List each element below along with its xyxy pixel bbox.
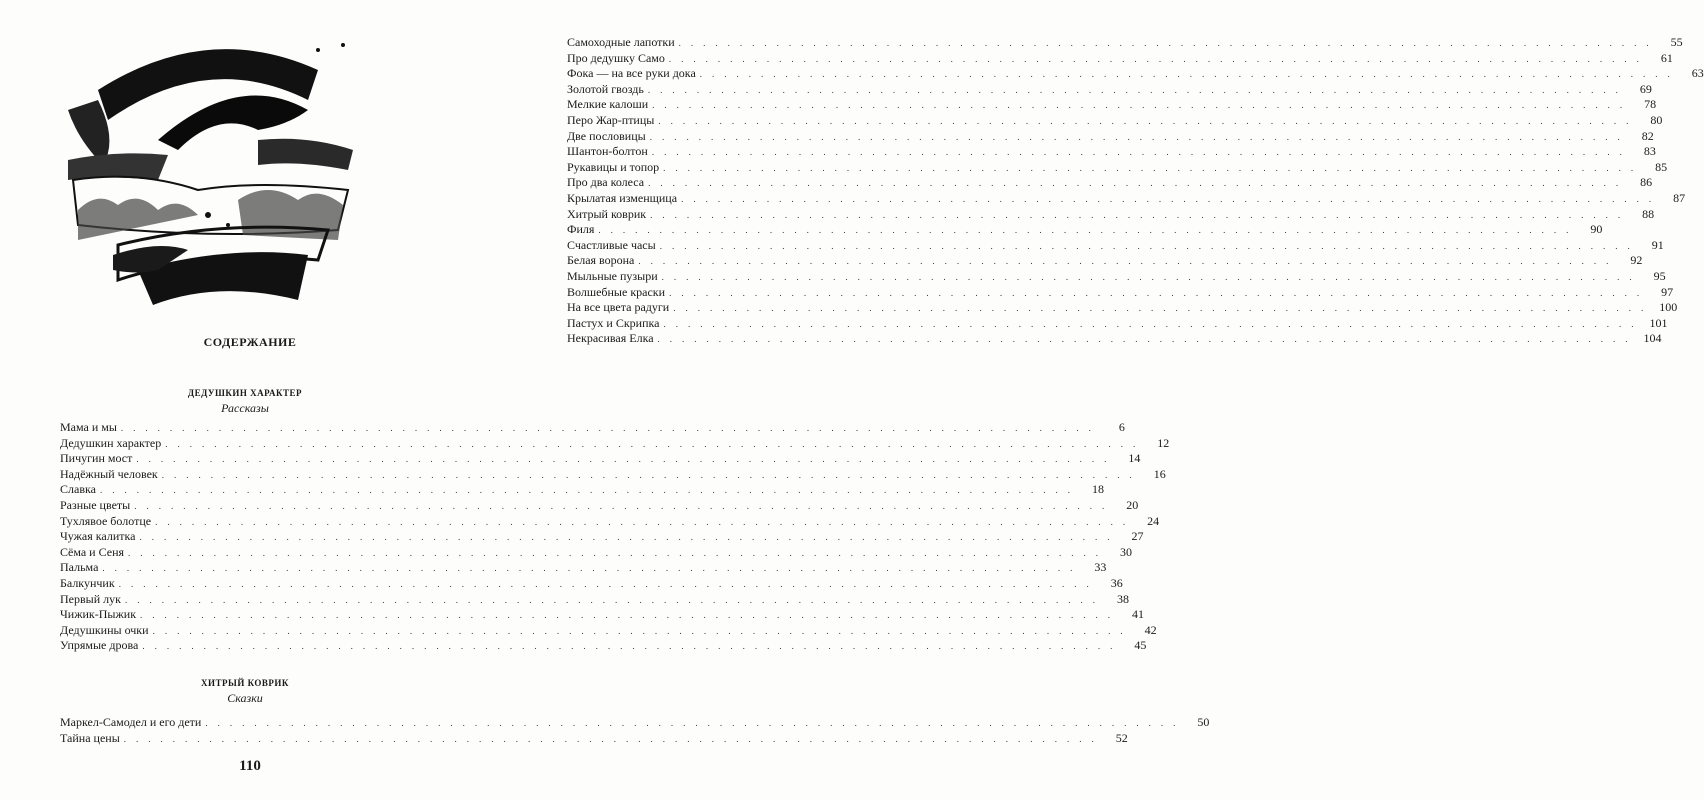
entry-title: Две пословицы bbox=[567, 128, 646, 143]
entry-title: Разные цветы bbox=[60, 497, 131, 512]
entry-title: Мама и мы bbox=[60, 420, 117, 434]
entry-page: 86 bbox=[1640, 175, 1653, 190]
toc-entry bbox=[60, 715, 1210, 731]
dot-leader: ................................................................................ bbox=[648, 178, 1629, 189]
dot-leader: ................................................................................ bbox=[120, 423, 1101, 433]
entry-page: 83 bbox=[1643, 144, 1656, 159]
entry-title: Чижик-Пыжик bbox=[60, 607, 137, 622]
entry-title: Про дедушку Само bbox=[567, 50, 665, 65]
dot-leader: ................................................................................ bbox=[659, 240, 1640, 251]
entry-title: Тайна цены bbox=[60, 730, 120, 745]
entry-title: Чужая калитка bbox=[60, 529, 136, 544]
toc-entry bbox=[60, 575, 1123, 592]
entry-page: 80 bbox=[1650, 112, 1663, 127]
entry-title: Золотой гвоздь bbox=[567, 81, 644, 96]
toc-title: СОДЕРЖАНИЕ bbox=[203, 335, 297, 349]
dot-leader: ................................................................................ bbox=[673, 303, 1654, 314]
toc-entry bbox=[60, 513, 1160, 530]
toc-entry bbox=[567, 175, 1653, 191]
dot-leader: ................................................................................ bbox=[657, 334, 1638, 345]
toc-entry bbox=[60, 497, 1139, 514]
toc-entry bbox=[567, 300, 1678, 316]
dot-leader: ................................................................................ bbox=[650, 209, 1631, 220]
entry-page: 42 bbox=[1144, 622, 1157, 637]
entry-title: Про два колеса bbox=[567, 175, 645, 190]
entry-page: 45 bbox=[1134, 638, 1147, 653]
entry-title: Некрасивая Елка bbox=[567, 331, 654, 346]
toc-entry bbox=[567, 112, 1663, 129]
entry-title: Пастух и Скрипка bbox=[567, 315, 660, 330]
entry-page: 104 bbox=[1643, 331, 1662, 346]
entry-page: 36 bbox=[1110, 575, 1123, 590]
dot-leader: ................................................................................ bbox=[651, 147, 1632, 158]
toc-entry bbox=[567, 97, 1657, 113]
dot-leader: ................................................................................ bbox=[658, 115, 1639, 126]
toc-list bbox=[60, 420, 1170, 654]
entry-title: Надёжный человек bbox=[60, 466, 158, 481]
entry-title: Первый лук bbox=[60, 591, 121, 606]
dot-leader: ................................................................................ bbox=[668, 53, 1649, 64]
dot-leader: ................................................................................ bbox=[681, 193, 1662, 204]
toc-entry bbox=[60, 622, 1157, 639]
entry-page: 16 bbox=[1153, 466, 1166, 481]
dot-leader: ................................................................................ bbox=[142, 641, 1123, 652]
entry-page: 101 bbox=[1649, 315, 1668, 330]
entry-title: Фока — на все руки дока bbox=[567, 66, 696, 81]
toc-entry bbox=[567, 190, 1686, 207]
toc-entry bbox=[60, 435, 1170, 452]
entry-title: Волшебные краски bbox=[567, 284, 666, 299]
toc-entry bbox=[567, 159, 1668, 176]
entry-title: Шантон-болтон bbox=[567, 144, 648, 159]
entry-page: 69 bbox=[1639, 81, 1652, 96]
toc-entry bbox=[567, 315, 1668, 332]
section-subtitle: Рассказы bbox=[221, 401, 269, 415]
dot-leader: ................................................................................ bbox=[699, 69, 1680, 80]
entry-title: Сёма и Сеня bbox=[60, 544, 125, 559]
entry-title: Маркел-Самодел и его дети bbox=[60, 715, 202, 729]
entry-page: 50 bbox=[1197, 715, 1210, 729]
entry-page: 14 bbox=[1128, 451, 1141, 466]
entry-page: 55 bbox=[1670, 35, 1683, 49]
entry-page: 20 bbox=[1126, 497, 1139, 512]
entry-page: 24 bbox=[1147, 513, 1160, 528]
toc-entry bbox=[567, 128, 1654, 145]
dot-leader: ................................................................................ bbox=[134, 500, 1115, 511]
dot-leader: ................................................................................ bbox=[139, 532, 1120, 543]
entry-title: Мыльные пузыри bbox=[567, 268, 658, 283]
toc-entry bbox=[567, 253, 1643, 269]
dot-leader: ................................................................................ bbox=[161, 469, 1142, 480]
toc-entry bbox=[60, 638, 1147, 654]
toc-entry bbox=[60, 451, 1141, 467]
dot-leader: ................................................................................ bbox=[136, 454, 1117, 465]
entry-title: Рукавицы и топор bbox=[567, 159, 660, 174]
dot-leader: ................................................................................ bbox=[669, 287, 1650, 298]
entry-page: 92 bbox=[1630, 253, 1643, 268]
entry-page: 82 bbox=[1641, 128, 1654, 143]
entry-title: Самоходные лапотки bbox=[567, 35, 675, 49]
toc-entry bbox=[567, 284, 1674, 301]
section-title: ХИТРЫЙ КОВРИК bbox=[201, 678, 289, 688]
toc-entry bbox=[60, 529, 1144, 545]
section-subtitle: Сказки bbox=[227, 691, 263, 705]
entry-page: 91 bbox=[1651, 237, 1664, 252]
entry-page: 38 bbox=[1116, 591, 1129, 606]
entry-page: 95 bbox=[1653, 268, 1666, 283]
entry-page: 6 bbox=[1118, 420, 1125, 434]
entry-page: 85 bbox=[1655, 159, 1668, 174]
entry-page: 90 bbox=[1590, 222, 1603, 237]
dot-leader: ................................................................................ bbox=[118, 578, 1099, 589]
toc-entry bbox=[567, 81, 1652, 98]
entry-title: Славка bbox=[60, 482, 96, 497]
entry-page: 30 bbox=[1120, 544, 1133, 559]
toc-entry bbox=[60, 482, 1104, 498]
entry-page: 12 bbox=[1157, 435, 1170, 450]
toc-entry bbox=[567, 237, 1664, 254]
entry-page: 61 bbox=[1660, 50, 1673, 65]
entry-page: 63 bbox=[1691, 66, 1704, 81]
toc-list bbox=[60, 715, 1210, 746]
entry-title: Дедушкины очки bbox=[60, 622, 149, 637]
entry-title: Тухлявое болотце bbox=[60, 513, 152, 528]
entry-page: 27 bbox=[1131, 529, 1144, 544]
dot-leader: ................................................................................ bbox=[123, 733, 1104, 744]
entry-title: Мелкие калоши bbox=[567, 97, 649, 112]
toc-entry bbox=[60, 591, 1129, 608]
entry-page: 78 bbox=[1644, 97, 1657, 112]
entry-page: 100 bbox=[1659, 300, 1678, 315]
entry-title: Крылатая изменщица bbox=[567, 190, 678, 205]
entry-title: Счастливые часы bbox=[567, 237, 656, 252]
page-number: 110 bbox=[239, 758, 261, 774]
dot-leader: ................................................................................ bbox=[165, 438, 1146, 449]
dot-leader: ................................................................................ bbox=[140, 610, 1121, 621]
toc-entry bbox=[60, 466, 1166, 483]
entry-title: Хитрый коврик bbox=[567, 206, 647, 221]
toc-entry bbox=[567, 144, 1656, 160]
dot-leader: ................................................................................ bbox=[152, 625, 1133, 636]
dot-leader: ................................................................................ bbox=[128, 547, 1109, 558]
entry-title: Пальма bbox=[60, 560, 99, 575]
entry-page: 97 bbox=[1661, 284, 1674, 299]
toc-entry bbox=[567, 50, 1673, 67]
dot-leader: ................................................................................ bbox=[205, 718, 1186, 728]
toc-entry bbox=[567, 66, 1704, 82]
entry-page: 41 bbox=[1132, 607, 1145, 622]
entry-page: 52 bbox=[1115, 730, 1128, 745]
dot-leader: ................................................................................ bbox=[652, 100, 1633, 111]
toc-entry bbox=[60, 607, 1145, 623]
dot-leader: ................................................................................ bbox=[102, 563, 1083, 574]
dot-leader: ................................................................................ bbox=[678, 38, 1659, 48]
dot-leader: ................................................................................ bbox=[649, 131, 1630, 142]
toc-entry bbox=[60, 560, 1107, 576]
entry-title: На все цвета радуги bbox=[567, 300, 670, 315]
toc-entry bbox=[567, 268, 1666, 285]
entry-page: 18 bbox=[1091, 482, 1104, 497]
entry-title: Дедушкин характер bbox=[60, 435, 162, 450]
dot-leader: ................................................................................ bbox=[661, 271, 1642, 282]
toc-entry bbox=[567, 206, 1655, 223]
toc-entry bbox=[60, 420, 1125, 436]
landscape-illustration bbox=[58, 30, 358, 310]
dot-leader: ................................................................................ bbox=[155, 516, 1136, 527]
toc-entry bbox=[567, 222, 1603, 238]
dot-leader: ................................................................................ bbox=[124, 594, 1105, 605]
entry-title: Упрямые дрова bbox=[60, 638, 139, 653]
dot-leader: ................................................................................ bbox=[99, 485, 1080, 496]
entry-title: Перо Жар-птицы bbox=[567, 112, 655, 127]
dot-leader: ................................................................................ bbox=[663, 318, 1644, 329]
dot-leader: ................................................................................ bbox=[598, 225, 1579, 236]
dot-leader: ................................................................................ bbox=[638, 256, 1619, 267]
entry-title: Пичугин мост bbox=[60, 451, 133, 466]
toc-entry bbox=[567, 331, 1662, 347]
entry-title: Белая ворона bbox=[567, 253, 635, 268]
dot-leader: ................................................................................ bbox=[663, 162, 1644, 173]
toc-list bbox=[567, 35, 1704, 347]
entry-page: 88 bbox=[1642, 206, 1655, 221]
entry-title: Балкунчик bbox=[60, 575, 115, 590]
toc-entry bbox=[567, 35, 1683, 51]
toc-entry bbox=[60, 730, 1128, 747]
section-title: ДЕДУШКИН ХАРАКТЕР bbox=[187, 388, 303, 398]
toc-entry bbox=[60, 544, 1133, 561]
dot-leader: ................................................................................ bbox=[647, 84, 1628, 95]
entry-title: Филя bbox=[567, 222, 595, 237]
entry-page: 87 bbox=[1673, 190, 1686, 205]
entry-page: 33 bbox=[1094, 560, 1107, 575]
